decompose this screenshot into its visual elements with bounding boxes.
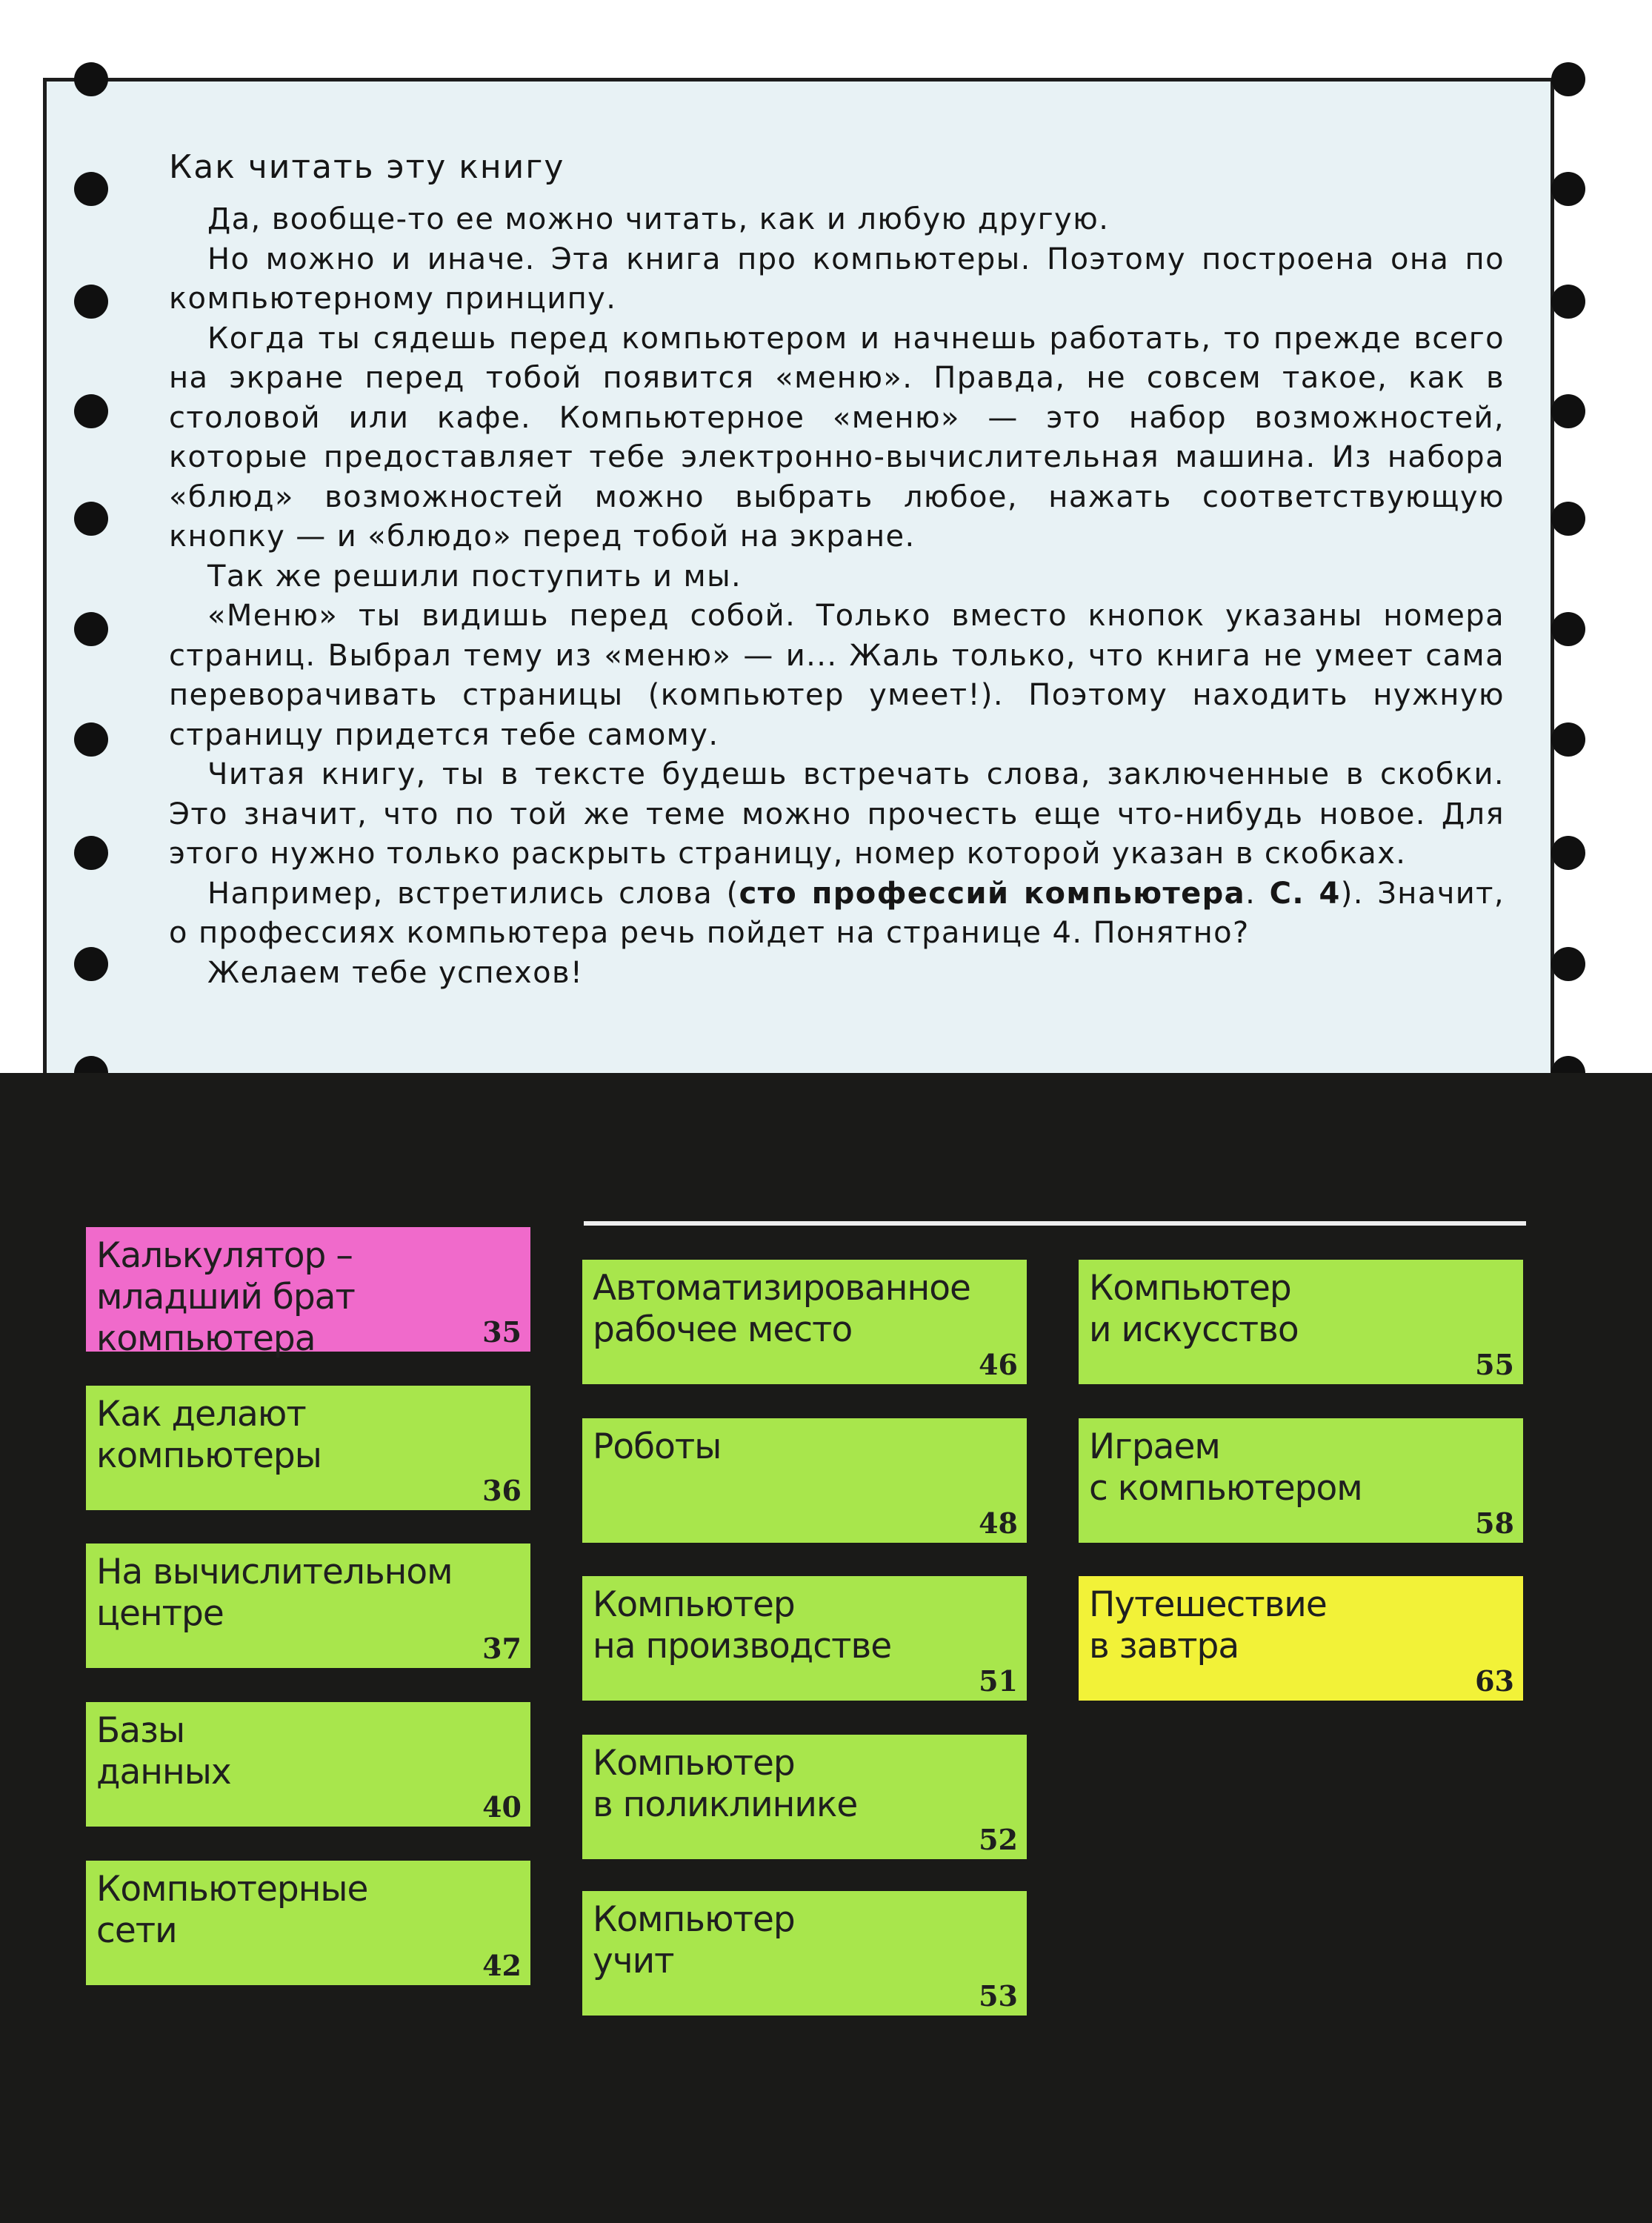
tile-title-line: Базы <box>96 1710 185 1751</box>
intro-text <box>169 145 1505 993</box>
tile-page-number: 42 <box>482 1949 522 1982</box>
tile-title-line: Компьютерные <box>96 1869 368 1910</box>
tile-title-line: Компьютер <box>1089 1268 1291 1309</box>
intro-heading: Как читать эту книгу <box>169 148 565 186</box>
perforation-hole <box>74 947 108 981</box>
tile-page-number: 63 <box>1475 1664 1514 1698</box>
example-bold-phrase: сто профессий компьютера <box>739 876 1246 911</box>
intro-paragraph-2: Но можно и иначе. Эта книга про компьютеры. Поэтому построена она по компьютерному принципу. <box>169 242 1505 316</box>
tile-page-number: 58 <box>1475 1506 1514 1540</box>
menu-tile-computer-networks[interactable] <box>86 1861 530 1985</box>
menu-tile-playing-with-computer[interactable] <box>1079 1418 1523 1543</box>
tile-title-line: Автоматизированное <box>593 1268 970 1309</box>
menu-tile-automated-workplace[interactable] <box>582 1260 1027 1384</box>
tile-title-line: Компьютер <box>593 1899 795 1940</box>
menu-tile-computer-teaches[interactable] <box>582 1891 1027 2016</box>
tile-title-line: с компьютером <box>1089 1468 1362 1509</box>
intro-paragraph-4: Так же решили поступить и мы. <box>207 559 742 594</box>
menu-tile-computer-and-art[interactable] <box>1079 1260 1523 1384</box>
intro-paragraph-1: Да, вообще-то ее можно читать, как и любую другую. <box>207 202 1110 236</box>
perforation-hole <box>74 722 108 757</box>
tile-page-number: 40 <box>482 1790 522 1824</box>
menu-tile-computing-center[interactable] <box>86 1544 530 1668</box>
tile-page-number: 46 <box>979 1348 1018 1381</box>
menu-tile-how-computers-made[interactable] <box>86 1386 530 1510</box>
tile-title-line: Калькулятор – <box>96 1235 353 1276</box>
perforation-hole <box>1551 836 1585 870</box>
menu-tile-computer-in-clinic[interactable] <box>582 1735 1027 1859</box>
perforation-hole <box>74 394 108 428</box>
tile-page-number: 53 <box>979 1979 1018 2013</box>
tile-title-line: на производстве <box>593 1626 892 1667</box>
example-text-end: ). Значит, о профессиях компьютера речь пойдет на странице 4. Понятно? <box>169 876 1505 950</box>
perforation-hole <box>74 285 108 319</box>
menu-tile-calculator[interactable] <box>86 1227 530 1359</box>
perforation-hole <box>74 612 108 646</box>
tile-title-line: в завтра <box>1089 1626 1239 1667</box>
tile-title-line: Путешествие <box>1089 1584 1327 1625</box>
tile-page-number: 52 <box>979 1823 1018 1856</box>
tile-title-line: в поликлинике <box>593 1784 858 1825</box>
example-page-ref: С. 4 <box>1269 876 1341 911</box>
perforation-hole <box>74 502 108 536</box>
tile-title-line: компьютера <box>96 1318 316 1359</box>
perforation-hole <box>1551 394 1585 428</box>
perforation-hole <box>1551 612 1585 646</box>
perforation-hole <box>1551 722 1585 757</box>
tile-title-line: Компьютер <box>593 1584 795 1625</box>
intro-paragraph-6: Читая книгу, ты в тексте будешь встречать слова, заключенные в скобки. Это значит, что по той же теме можно прочесть еще что-нибудь новое. Для этого нужно только раскрыть страницу, номер которой указан в скобках. <box>169 757 1505 871</box>
perforation-hole <box>74 836 108 870</box>
tile-title-line: учит <box>593 1941 674 1981</box>
tile-title-line: данных <box>96 1752 231 1792</box>
intro-paragraph-5: «Меню» ты видишь перед собой. Только вместо кнопок указаны номера страниц. Выбрал тему из «меню» — и... Жаль только, что книга не умеет сама переворачивать страницы (компьютер умеет!). Поэтому находить нужную страницу придется тебе самому. <box>169 599 1505 752</box>
menu-tile-robots[interactable] <box>582 1418 1027 1543</box>
tile-title-line: Роботы <box>593 1426 722 1467</box>
menu-tile-journey-to-tomorrow[interactable] <box>1079 1576 1523 1701</box>
tile-title-line: Компьютер <box>593 1743 795 1784</box>
tile-title-line: Играем <box>1089 1426 1220 1467</box>
menu-tile-databases[interactable] <box>86 1702 530 1827</box>
tile-title-line: компьютеры <box>96 1435 322 1476</box>
intro-paragraph-7 <box>169 874 1505 954</box>
perforation-hole <box>1551 172 1585 206</box>
tile-page-number: 48 <box>979 1506 1018 1540</box>
tile-title-line: Как делают <box>96 1394 306 1435</box>
perforation-hole <box>74 62 108 96</box>
tile-page-number: 51 <box>979 1664 1018 1698</box>
tile-title-line: рабочее место <box>593 1309 853 1350</box>
perforation-hole <box>1551 285 1585 319</box>
perforation-hole <box>1551 62 1585 96</box>
perforation-hole <box>1551 947 1585 981</box>
perforation-hole <box>1551 502 1585 536</box>
tile-title-line: младший брат <box>96 1277 355 1317</box>
tile-title-line: сети <box>96 1910 177 1951</box>
intro-paragraph-3: Когда ты сядешь перед компьютером и начнешь работать, то прежде всего на экране перед тобой появится «меню». Правда, не совсем такое, как в столовой или кафе. Компьютерное «меню» — это набор возможностей, которые предоставляет тебе электронно-вычислительная машина. Из набора «блюд» возможностей можно выбрать любое, нажать соответствующую кнопку — и «блюдо» перед тобой на экране. <box>169 321 1505 554</box>
tile-page-number: 55 <box>1475 1348 1514 1381</box>
tile-title-line: На вычислительном <box>96 1552 453 1592</box>
tile-title-line: и искусство <box>1089 1309 1299 1350</box>
tile-page-number: 36 <box>482 1474 522 1507</box>
tile-page-number: 35 <box>482 1315 522 1349</box>
tile-title-line: центре <box>96 1593 224 1634</box>
menu-divider-line <box>584 1221 1526 1226</box>
tile-page-number: 37 <box>482 1632 522 1665</box>
example-text-start: Например, встретились слова ( <box>207 876 739 911</box>
example-separator: . <box>1245 876 1270 911</box>
menu-tile-computer-in-production[interactable] <box>582 1576 1027 1701</box>
intro-paragraph-8: Желаем тебе успехов! <box>207 955 584 990</box>
perforation-hole <box>74 172 108 206</box>
